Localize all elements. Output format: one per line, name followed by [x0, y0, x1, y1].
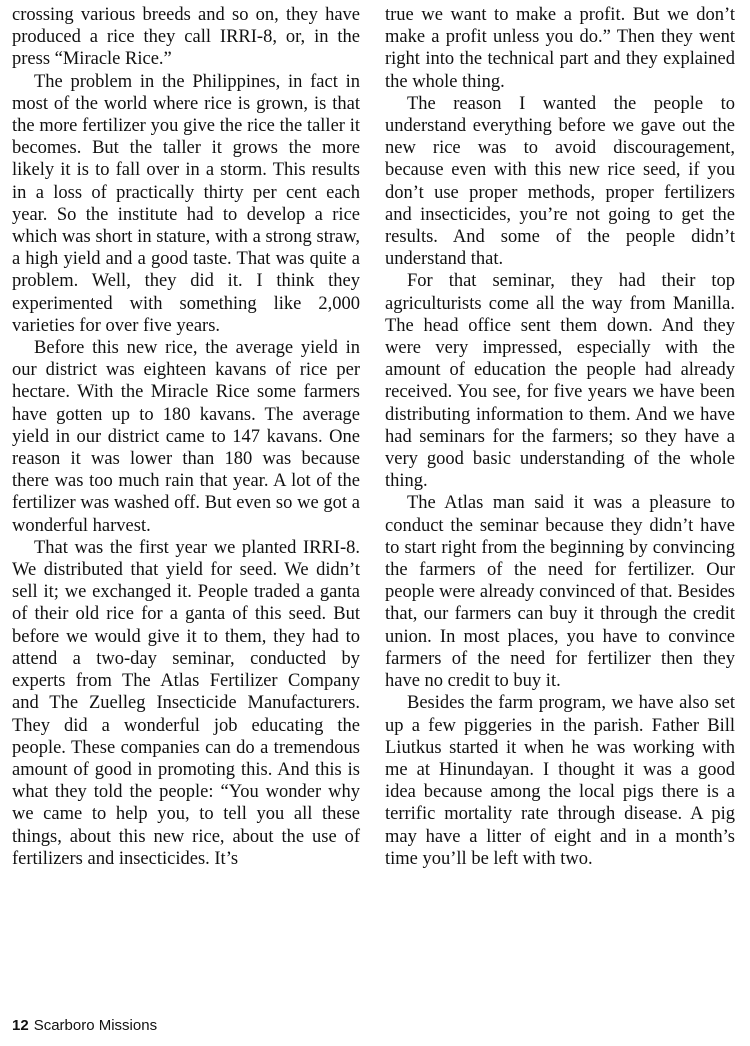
page-footer [12, 1017, 157, 1034]
paragraph: The Atlas man said it was a pleasure to conduct the seminar because they didn’t have to start right from the beginning by convincing the farmers of the need for fertilizer. Our people were already convinced of that. Besides that, our farmers can buy it through the credit union. In most places, you have to convince farmers of the need for fertilizer then they have no credit to buy it. [385, 493, 735, 692]
paragraph: That was the first year we planted IRRI-8. We distributed that yield for seed. We didn’t sell it; we exchanged it. People traded a ganta of their old rice for a ganta of this seed. But before we would give it to them, they had to attend a two-day seminar, conducted by experts from The Atlas Fertilizer Company and The Zuelleg Insecticide Manufacturers. They did a wonderful job educating the people. These companies can do a tremendous amount of good in promoting this. And this is what they told the people: “You wonder why we came to help you, to tell you all these things, about this new rice, about the use of fertilizers and insecticides. It’s [12, 537, 360, 869]
left-text-column [12, 4, 360, 870]
paragraph: Before this new rice, the average yield in our district was eighteen kavans of rice per hectare. With the Miracle Rice some farmers have gotten up to 180 kavans. The average yield in our district came to 147 kavans. One reason it was lower than 180 was because there was too much rain that year. A lot of the fertilizer was washed off. But even so we got a wonderful harvest. [12, 338, 360, 536]
paragraph: Besides the farm program, we have also set up a few piggeries in the parish. Father Bill Liutkus started it when he was working with me at Hinundayan. I thought it was a good idea because among the local pigs there is a terrific mortality rate through disease. A pig may have a litter of eight and in a month’s time you’ll be left with two. [385, 693, 735, 869]
paragraph: crossing various breeds and so on, they have produced a rice they call IRRI-8, or, in the press “Miracle Rice.” [12, 5, 360, 70]
paragraph: true we want to make a profit. But we don’t make a profit unless you do.” Then they went right into the technical part and they explained the whole thing. [385, 5, 735, 92]
paragraph: The problem in the Philippines, in fact in most of the world where rice is grown, is that the more fertilizer you give the rice the taller it becomes. But the taller it grows the more likely it is to fall over in a storm. This results in a loss of practically thirty per cent each year. So the institute had to develop a rice which was short in stature, with a strong straw, a high yield and a good taste. That was quite a problem. Well, they did it. I think they experimented with something like 2,000 varieties for over five years. [12, 71, 360, 336]
page-number: 12 [12, 1017, 29, 1034]
publication-name: Scarboro Missions [33, 1017, 158, 1034]
paragraph: For that seminar, they had their top agriculturists come all the way from Manilla. The head office sent them down. And they were very impressed, especially with the amount of education the people had already received. You see, for five years we have been distributing information to them. And we have had seminars for the farmers; so they have a very good basic understanding of the whole thing. [385, 271, 735, 492]
paragraph: The reason I wanted the people to understand everything before we gave out the new rice was to avoid discouragement, because even with this new rice seed, if you don’t use proper methods, proper fertilizers and insecticides, you’re not going to get the results. And some of the people didn’t understand that. [385, 93, 735, 270]
right-text-column [385, 4, 735, 870]
